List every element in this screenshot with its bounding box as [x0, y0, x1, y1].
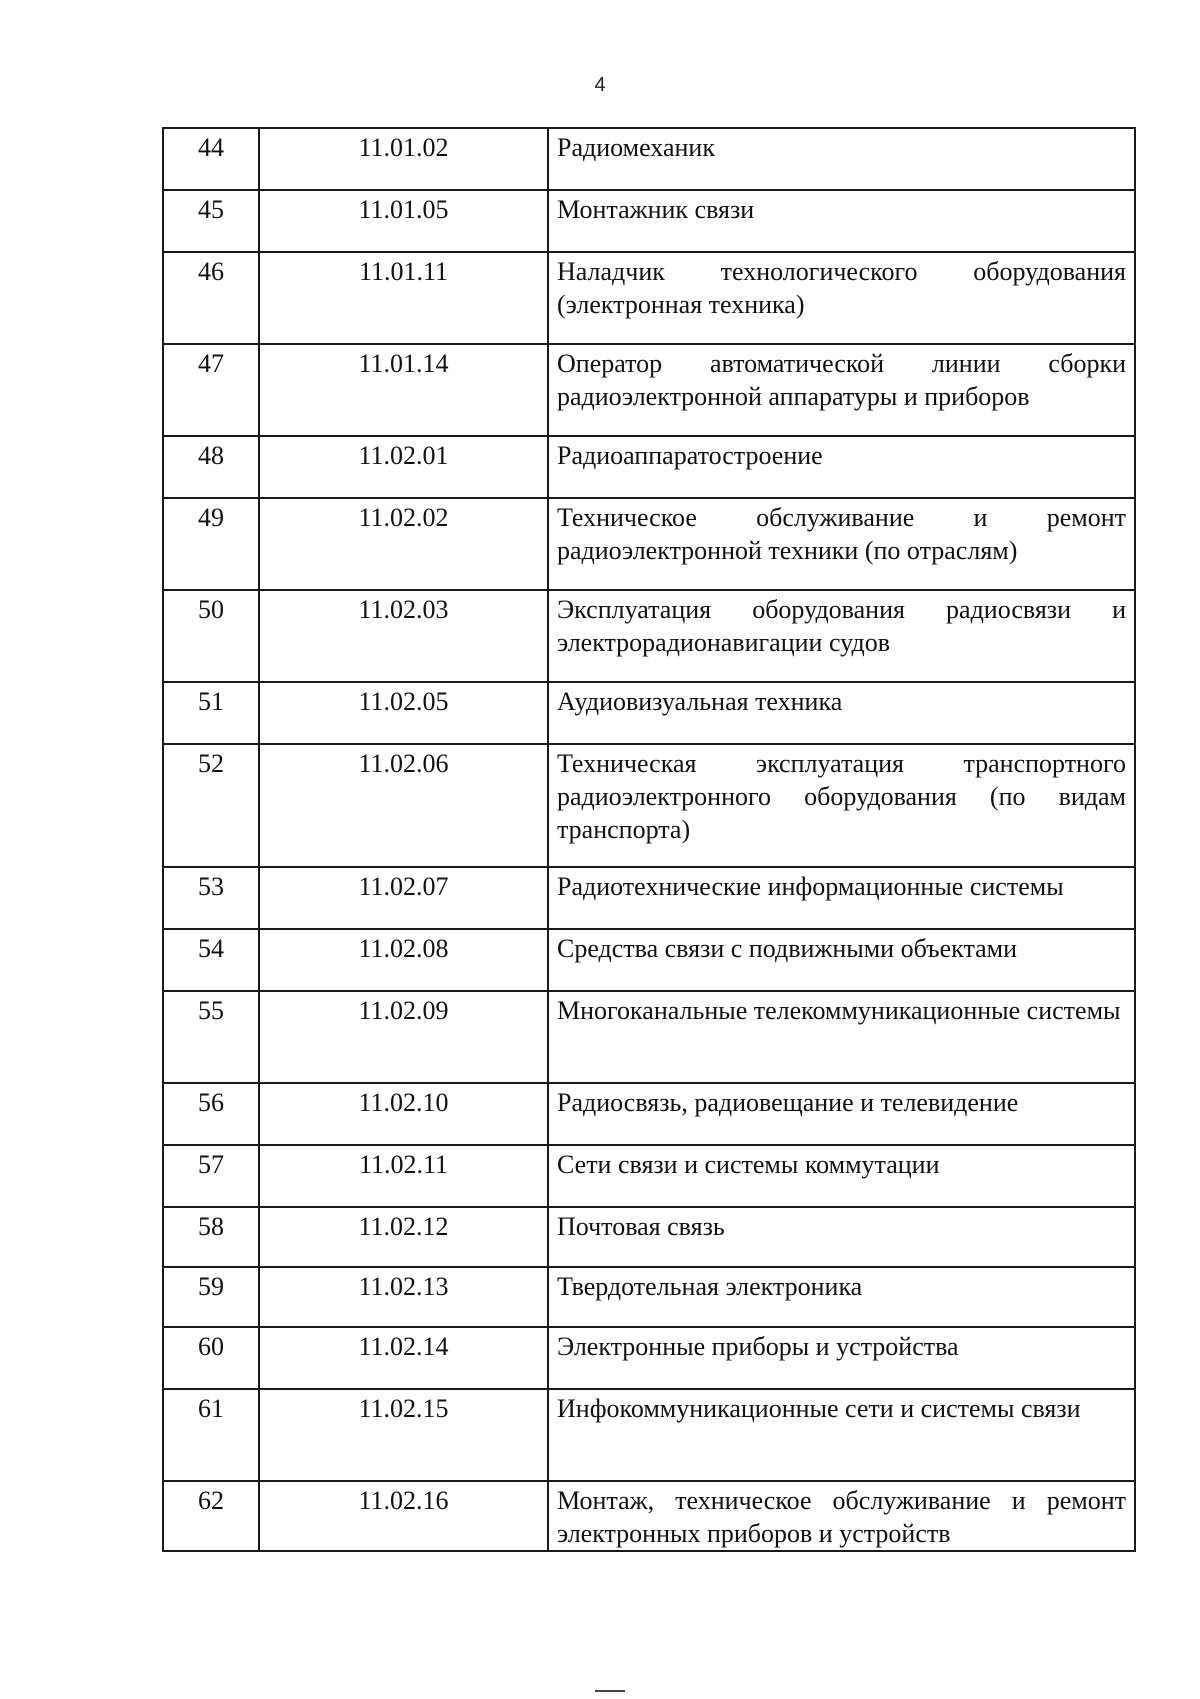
specialty-name: Наладчик технологического оборудования (электронная техника)	[548, 252, 1135, 344]
row-number: 46	[163, 252, 259, 344]
row-number: 61	[163, 1389, 259, 1481]
table-row	[163, 436, 1135, 498]
row-number: 45	[163, 190, 259, 252]
table-row	[163, 1145, 1135, 1207]
specialty-code: 11.02.12	[259, 1207, 548, 1267]
specialty-name: Радиотехнические информационные системы	[548, 867, 1135, 929]
table-row	[163, 929, 1135, 991]
specialty-name: Инфокоммуникационные сети и системы связи	[548, 1389, 1135, 1481]
row-number: 47	[163, 344, 259, 436]
specialty-name: Средства связи с подвижными объектами	[548, 929, 1135, 991]
specialty-code: 11.02.15	[259, 1389, 548, 1481]
row-number: 59	[163, 1267, 259, 1327]
table-row	[163, 991, 1135, 1083]
row-number: 48	[163, 436, 259, 498]
specialty-code: 11.01.02	[259, 128, 548, 190]
specialty-code: 11.02.11	[259, 1145, 548, 1207]
specialty-name: Оператор автоматической линии сборки радиоэлектронной аппаратуры и приборов	[548, 344, 1135, 436]
row-number: 58	[163, 1207, 259, 1267]
specialty-code: 11.02.03	[259, 590, 548, 682]
specialty-name: Электронные приборы и устройства	[548, 1327, 1135, 1389]
row-number: 50	[163, 590, 259, 682]
table-row	[163, 1083, 1135, 1145]
table-row	[163, 1207, 1135, 1267]
row-number: 52	[163, 744, 259, 867]
row-number: 57	[163, 1145, 259, 1207]
row-number: 44	[163, 128, 259, 190]
row-number: 56	[163, 1083, 259, 1145]
specialty-code: 11.02.05	[259, 682, 548, 744]
specialty-code: 11.02.08	[259, 929, 548, 991]
specialty-name: Аудиовизуальная техника	[548, 682, 1135, 744]
row-number: 53	[163, 867, 259, 929]
table-row	[163, 867, 1135, 929]
row-number: 51	[163, 682, 259, 744]
specialty-code: 11.02.14	[259, 1327, 548, 1389]
specialty-code: 11.01.05	[259, 190, 548, 252]
row-number: 55	[163, 991, 259, 1083]
table-body	[163, 128, 1135, 1551]
specialty-name: Радиоаппаратостроение	[548, 436, 1135, 498]
specialty-name: Техническое обслуживание и ремонт радиоэлектронной техники (по отраслям)	[548, 498, 1135, 590]
specialties-table	[162, 127, 1136, 1552]
specialty-name: Монтаж, техническое обслуживание и ремонт электронных приборов и устройств	[548, 1481, 1135, 1551]
specialty-name: Твердотельная электроника	[548, 1267, 1135, 1327]
specialty-name: Радиосвязь, радиовещание и телевидение	[548, 1083, 1135, 1145]
table-row	[163, 498, 1135, 590]
page-number: 4	[594, 74, 606, 96]
specialty-name: Монтажник связи	[548, 190, 1135, 252]
specialty-name: Техническая эксплуатация транспортного радиоэлектронного оборудования (по видам транспорта)	[548, 744, 1135, 867]
specialty-name: Радиомеханик	[548, 128, 1135, 190]
specialty-code: 11.02.13	[259, 1267, 548, 1327]
table-row	[163, 1389, 1135, 1481]
row-number: 60	[163, 1327, 259, 1389]
table-row	[163, 590, 1135, 682]
table-row	[163, 128, 1135, 190]
table-row	[163, 1327, 1135, 1389]
table-row	[163, 190, 1135, 252]
specialty-code: 11.01.14	[259, 344, 548, 436]
specialty-code: 11.02.01	[259, 436, 548, 498]
specialty-name: Сети связи и системы коммутации	[548, 1145, 1135, 1207]
specialty-code: 11.02.02	[259, 498, 548, 590]
scan-mark	[595, 1690, 625, 1692]
row-number: 62	[163, 1481, 259, 1551]
specialty-code: 11.01.11	[259, 252, 548, 344]
table-row	[163, 1481, 1135, 1551]
table-row	[163, 1267, 1135, 1327]
specialty-name: Эксплуатация оборудования радиосвязи и электрорадионавигации судов	[548, 590, 1135, 682]
row-number: 49	[163, 498, 259, 590]
specialty-code: 11.02.16	[259, 1481, 548, 1551]
specialty-code: 11.02.06	[259, 744, 548, 867]
table-row	[163, 344, 1135, 436]
specialty-name: Многоканальные телекоммуникационные системы	[548, 991, 1135, 1083]
table-row	[163, 682, 1135, 744]
specialty-code: 11.02.07	[259, 867, 548, 929]
specialty-code: 11.02.10	[259, 1083, 548, 1145]
table-row	[163, 252, 1135, 344]
table-row	[163, 744, 1135, 867]
row-number: 54	[163, 929, 259, 991]
specialty-name: Почтовая связь	[548, 1207, 1135, 1267]
specialty-code: 11.02.09	[259, 991, 548, 1083]
